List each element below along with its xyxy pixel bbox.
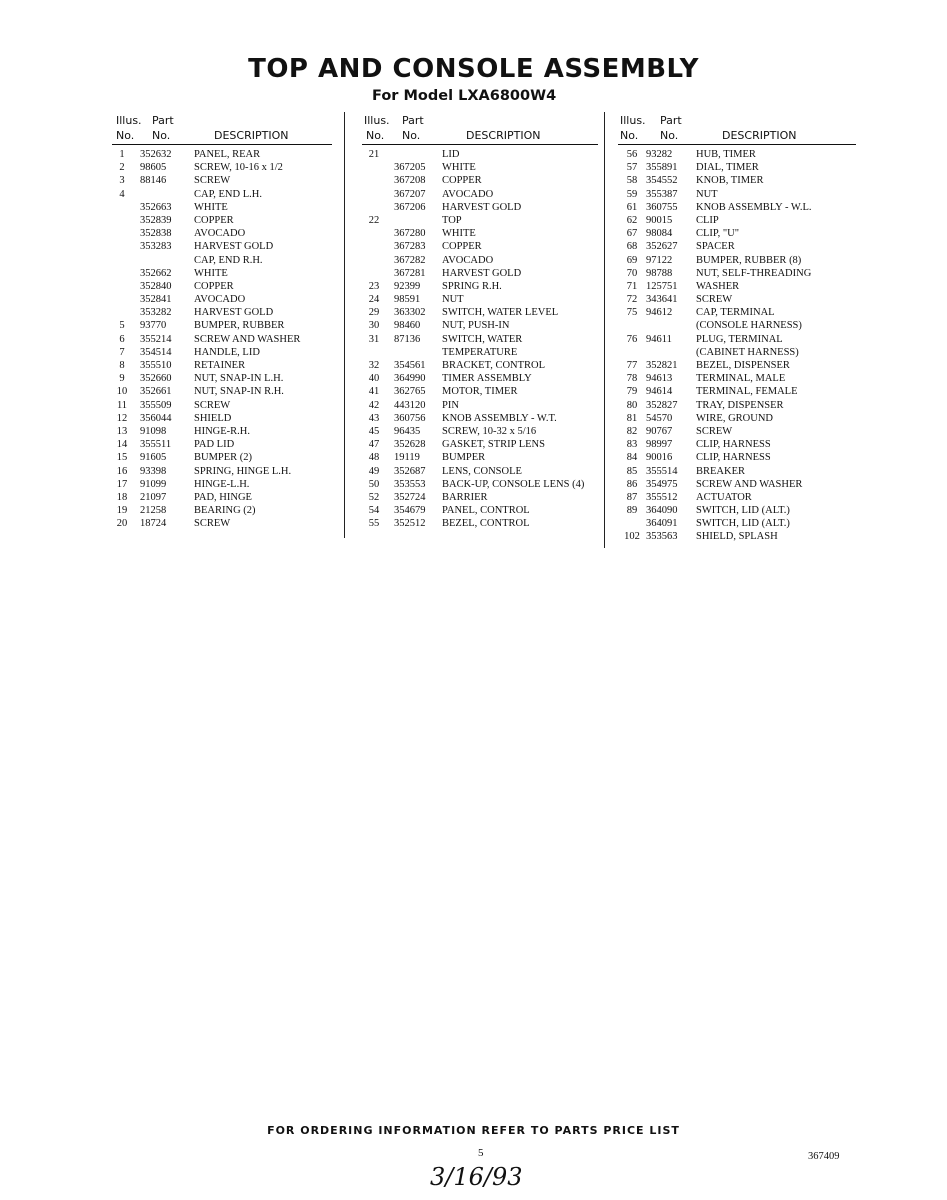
part-number: 353283 — [140, 241, 172, 253]
illus-no-header: No. — [620, 129, 639, 142]
column-divider — [344, 112, 345, 538]
illus-number: 102 — [624, 531, 640, 543]
part-number: 352840 — [140, 280, 172, 292]
part-description: WIRE, GROUND — [696, 412, 773, 424]
part-number: 354975 — [646, 478, 678, 490]
part-number: 352838 — [140, 228, 172, 240]
part-description: BEARING (2) — [194, 505, 256, 517]
model-subtitle: For Model LXA6800W4 — [372, 88, 557, 104]
illus-number: 52 — [368, 491, 380, 503]
part-number: 125751 — [646, 280, 678, 292]
part-description: HARVEST GOLD — [442, 201, 522, 213]
part-description: HINGE-R.H. — [194, 425, 250, 437]
part-description: HARVEST GOLD — [194, 241, 274, 253]
part-description: LID — [442, 149, 460, 160]
part-number: 21097 — [140, 491, 167, 503]
part-number: 98591 — [394, 294, 421, 306]
part-description: RETAINER — [194, 360, 246, 371]
illus-number: 41 — [368, 386, 380, 398]
part-description: BACK-UP, CONSOLE LENS (4) — [442, 478, 585, 490]
part-number: 93770 — [140, 320, 167, 332]
illus-number: 45 — [368, 425, 380, 437]
illus-number: 31 — [368, 333, 380, 345]
illus-number: 62 — [626, 214, 638, 226]
part-number: 352827 — [646, 399, 678, 411]
illus-number: 89 — [626, 505, 638, 517]
part-description: SCREW, 10-16 x 1/2 — [194, 162, 283, 174]
illus-number: 56 — [626, 149, 638, 160]
part-description: TRAY, DISPENSER — [696, 399, 784, 411]
part-description: COPPER — [194, 214, 234, 226]
part-description: HARVEST GOLD — [442, 267, 522, 279]
illus-number: 5 — [119, 320, 125, 332]
part-description: NUT, SNAP-IN R.H. — [194, 386, 284, 398]
part-number: 354679 — [394, 505, 426, 517]
part-description: COPPER — [194, 280, 234, 292]
part-number: 54570 — [646, 412, 673, 424]
part-description: HINGE-L.H. — [194, 478, 250, 490]
part-description: BUMPER (2) — [194, 452, 253, 464]
part-number: 91099 — [140, 478, 167, 490]
part-number: 364090 — [646, 505, 678, 517]
part-number: 356044 — [140, 412, 172, 424]
illus-number: 21 — [368, 149, 380, 160]
illus-number: 22 — [368, 214, 380, 226]
part-description: SHIELD — [194, 412, 232, 424]
part-no-header: No. — [660, 129, 679, 142]
part-description: (CONSOLE HARNESS) — [696, 320, 802, 332]
part-number: 90767 — [646, 425, 673, 437]
part-number: 353563 — [646, 531, 678, 543]
illus-number: 67 — [626, 228, 638, 240]
description-header: DESCRIPTION — [214, 129, 289, 142]
part-header-top: Part — [152, 114, 174, 127]
part-number: 91605 — [140, 452, 167, 464]
part-description: NUT, PUSH-IN — [442, 320, 510, 332]
illus-number: 3 — [119, 175, 125, 187]
part-number: 354514 — [140, 346, 172, 358]
header-divider — [112, 144, 332, 145]
part-number: 90015 — [646, 214, 673, 226]
part-description: SPRING, HINGE L.H. — [194, 465, 292, 477]
part-number: 352660 — [140, 373, 172, 385]
part-number: 364990 — [394, 373, 426, 385]
illus-number: 11 — [116, 399, 128, 411]
part-description: AVOCADO — [442, 254, 494, 266]
part-number: 352821 — [646, 360, 678, 371]
illus-number: 17 — [116, 478, 128, 490]
column-divider — [604, 112, 605, 548]
part-description: LENS, CONSOLE — [442, 465, 522, 477]
illus-number: 8 — [119, 360, 125, 371]
part-number: 18724 — [140, 518, 167, 530]
illus-number: 6 — [119, 333, 125, 345]
part-number: 352662 — [140, 267, 172, 279]
part-description: MOTOR, TIMER — [442, 386, 518, 398]
page-number: 5 — [478, 1147, 484, 1159]
header-divider — [362, 144, 598, 145]
part-description: TOP — [442, 214, 462, 226]
illus-number: 29 — [368, 307, 380, 319]
part-number: 355511 — [140, 439, 172, 451]
illus-number: 24 — [368, 294, 380, 306]
illus-number: 32 — [368, 360, 380, 371]
part-description: TIMER ASSEMBLY — [442, 373, 532, 385]
part-description: BEZEL, CONTROL — [442, 518, 530, 530]
part-description: SWITCH, LID (ALT.) — [696, 518, 790, 530]
part-description: NUT — [442, 294, 464, 306]
illus-number: 12 — [116, 412, 128, 424]
illus-number: 77 — [626, 360, 638, 371]
part-description: CAP, END L.H. — [194, 188, 262, 200]
part-no-header: No. — [152, 129, 171, 142]
illus-number: 68 — [626, 241, 638, 253]
part-number: 94614 — [646, 386, 673, 398]
part-number: 352724 — [394, 491, 426, 503]
part-description: WHITE — [442, 228, 476, 240]
part-number: 352687 — [394, 465, 426, 477]
part-number: 367208 — [394, 175, 426, 187]
illus-number: 84 — [626, 452, 638, 464]
part-description: SCREW — [696, 425, 733, 437]
part-number: 355891 — [646, 162, 678, 174]
illus-number: 71 — [626, 280, 638, 292]
part-description: CAP, TERMINAL — [696, 307, 775, 319]
part-number: 21258 — [140, 505, 167, 517]
illus-number: 75 — [626, 307, 638, 319]
illus-number: 13 — [116, 425, 128, 437]
illus-no-header: No. — [116, 129, 135, 142]
illus-number: 55 — [368, 518, 380, 530]
part-description: KNOB, TIMER — [696, 175, 764, 187]
illus-number: 57 — [626, 162, 638, 174]
part-number: 92399 — [394, 280, 421, 292]
part-description: WHITE — [194, 267, 228, 279]
part-number: 352663 — [140, 201, 172, 213]
part-description: DIAL, TIMER — [696, 162, 759, 174]
part-number: 367205 — [394, 162, 426, 174]
illus-number: 78 — [626, 373, 638, 385]
part-description: PANEL, CONTROL — [442, 505, 530, 517]
illus-number: 19 — [116, 505, 128, 517]
part-number: 88146 — [140, 175, 167, 187]
illus-number: 43 — [368, 412, 380, 424]
part-description: BRACKET, CONTROL — [442, 360, 546, 371]
part-header-top: Part — [402, 114, 424, 127]
illus-number: 79 — [626, 386, 638, 398]
part-number: 93282 — [646, 149, 673, 160]
part-number: 355510 — [140, 360, 172, 371]
document-number: 367409 — [808, 1151, 840, 1162]
illus-number: 86 — [626, 478, 638, 490]
illus-number: 87 — [626, 491, 638, 503]
part-number: 354561 — [394, 360, 426, 371]
part-number: 362765 — [394, 386, 426, 398]
illus-number: 4 — [119, 188, 125, 200]
illus-number: 70 — [626, 267, 638, 279]
part-description: CLIP, HARNESS — [696, 439, 771, 451]
part-number: 91098 — [140, 425, 167, 437]
illus-number: 85 — [626, 465, 638, 477]
part-number: 367280 — [394, 228, 426, 240]
illus-number: 82 — [626, 425, 638, 437]
part-description: CLIP — [696, 214, 719, 226]
part-number: 352512 — [394, 518, 426, 530]
part-description: SCREW — [194, 518, 231, 530]
illus-number: 18 — [116, 491, 128, 503]
illus-number: 54 — [368, 505, 380, 517]
illus-header-top: Illus. — [620, 114, 646, 127]
part-number: 367207 — [394, 188, 426, 200]
part-number: 352839 — [140, 214, 172, 226]
part-number: 343641 — [646, 294, 678, 306]
part-description: WHITE — [442, 162, 476, 174]
part-description: SCREW AND WASHER — [696, 478, 803, 490]
illus-number: 15 — [116, 452, 128, 464]
part-number: 364091 — [646, 518, 678, 530]
illus-number: 50 — [368, 478, 380, 490]
part-number: 355512 — [646, 491, 678, 503]
illus-header-top: Illus. — [364, 114, 390, 127]
illus-number: 2 — [119, 162, 125, 174]
part-description: HUB, TIMER — [696, 149, 756, 160]
part-description: PAD LID — [194, 439, 235, 451]
part-number: 355214 — [140, 333, 172, 345]
ordering-note: FOR ORDERING INFORMATION REFER TO PARTS PRICE LIST — [267, 1124, 680, 1137]
part-description: SPACER — [696, 241, 735, 253]
illus-number: 42 — [368, 399, 380, 411]
handwritten-date: 3/16/93 — [430, 1163, 523, 1191]
illus-number: 7 — [119, 346, 125, 358]
part-description: BUMPER — [442, 452, 486, 464]
part-number: 367283 — [394, 241, 426, 253]
illus-number: 47 — [368, 439, 380, 451]
part-description: (CABINET HARNESS) — [696, 346, 799, 358]
illus-number: 16 — [116, 465, 128, 477]
illus-number: 83 — [626, 439, 638, 451]
part-number: 367282 — [394, 254, 426, 266]
part-number: 360756 — [394, 412, 426, 424]
illus-number: 76 — [626, 333, 638, 345]
part-description: PIN — [442, 399, 459, 411]
part-number: 87136 — [394, 333, 421, 345]
illus-number: 59 — [626, 188, 638, 200]
part-number: 353553 — [394, 478, 426, 490]
part-description: SPRING R.H. — [442, 280, 502, 292]
part-number: 367281 — [394, 267, 426, 279]
part-description: AVOCADO — [442, 188, 494, 200]
part-number: 19119 — [394, 452, 420, 464]
part-description: NUT, SNAP-IN L.H. — [194, 373, 284, 385]
part-number: 96435 — [394, 425, 421, 437]
part-description: SCREW AND WASHER — [194, 333, 301, 345]
part-number: 352627 — [646, 241, 678, 253]
illus-number: 58 — [626, 175, 638, 187]
part-number: 355509 — [140, 399, 172, 411]
part-description: BUMPER, RUBBER (8) — [696, 254, 802, 266]
illus-number: 49 — [368, 465, 380, 477]
part-description: SHIELD, SPLASH — [696, 531, 778, 543]
part-number: 353282 — [140, 307, 172, 319]
part-number: 98605 — [140, 162, 167, 174]
part-number: 352841 — [140, 294, 172, 306]
illus-number: 1 — [119, 149, 125, 160]
part-description: SCREW — [194, 175, 231, 187]
header-divider — [618, 144, 856, 145]
illus-number: 20 — [116, 518, 128, 530]
page-title: TOP AND CONSOLE ASSEMBLY — [248, 54, 699, 84]
part-description: SWITCH, WATER — [442, 333, 523, 345]
part-description: COPPER — [442, 175, 482, 187]
part-number: 97122 — [646, 254, 673, 266]
part-description: BEZEL, DISPENSER — [696, 360, 790, 371]
part-description: BUMPER, RUBBER — [194, 320, 285, 332]
part-description: BARRIER — [442, 491, 488, 503]
part-description: SWITCH, WATER LEVEL — [442, 307, 559, 319]
part-description: BREAKER — [696, 465, 746, 477]
part-description: NUT, SELF-THREADING — [696, 267, 812, 279]
part-number: 98788 — [646, 267, 673, 279]
illus-number: 72 — [626, 294, 638, 306]
illus-number: 9 — [119, 373, 125, 385]
part-number: 352632 — [140, 149, 172, 160]
part-description: COPPER — [442, 241, 482, 253]
part-number: 360755 — [646, 201, 678, 213]
part-description: TEMPERATURE — [442, 346, 518, 358]
part-description: SCREW — [696, 294, 733, 306]
part-description: HANDLE, LID — [194, 346, 260, 358]
part-description: SWITCH, LID (ALT.) — [696, 505, 790, 517]
part-number: 98084 — [646, 228, 673, 240]
part-number: 354552 — [646, 175, 678, 187]
part-description: PAD, HINGE — [194, 491, 252, 503]
part-description: ACTUATOR — [696, 491, 752, 503]
part-description: PANEL, REAR — [194, 149, 261, 160]
part-description: PLUG, TERMINAL — [696, 333, 783, 345]
illus-number: 23 — [368, 280, 380, 292]
part-description: NUT — [696, 188, 718, 200]
illus-number: 30 — [368, 320, 380, 332]
part-number: 352628 — [394, 439, 426, 451]
part-number: 352661 — [140, 386, 172, 398]
illus-number: 69 — [626, 254, 638, 266]
part-description: HARVEST GOLD — [194, 307, 274, 319]
illus-number: 61 — [626, 201, 638, 213]
part-header-top: Part — [660, 114, 682, 127]
illus-no-header: No. — [366, 129, 385, 142]
part-number: 94612 — [646, 307, 673, 319]
description-header: DESCRIPTION — [722, 129, 797, 142]
part-description: KNOB ASSEMBLY - W.T. — [442, 412, 557, 424]
part-description: CLIP, "U" — [696, 228, 739, 240]
part-description: CLIP, HARNESS — [696, 452, 771, 464]
part-description: WASHER — [696, 280, 740, 292]
part-no-header: No. — [402, 129, 421, 142]
part-description: AVOCADO — [194, 228, 246, 240]
illus-header-top: Illus. — [116, 114, 142, 127]
illus-number: 40 — [368, 373, 380, 385]
illus-number: 10 — [116, 386, 128, 398]
part-number: 443120 — [394, 399, 426, 411]
part-number: 98460 — [394, 320, 421, 332]
part-description: KNOB ASSEMBLY - W.L. — [696, 201, 812, 213]
part-description: GASKET, STRIP LENS — [442, 439, 545, 451]
part-description: WHITE — [194, 201, 228, 213]
part-number: 355514 — [646, 465, 678, 477]
part-number: 355387 — [646, 188, 678, 200]
description-header: DESCRIPTION — [466, 129, 541, 142]
illus-number: 81 — [626, 412, 638, 424]
illus-number: 80 — [626, 399, 638, 411]
part-description: SCREW — [194, 399, 231, 411]
part-number: 93398 — [140, 465, 167, 477]
part-description: TERMINAL, FEMALE — [696, 386, 798, 398]
illus-number: 48 — [368, 452, 380, 464]
part-description: TERMINAL, MALE — [696, 373, 786, 385]
part-number: 94613 — [646, 373, 673, 385]
part-description: SCREW, 10-32 x 5/16 — [442, 425, 537, 437]
part-description: AVOCADO — [194, 294, 246, 306]
part-number: 98997 — [646, 439, 673, 451]
illus-number: 14 — [116, 439, 128, 451]
part-description: CAP, END R.H. — [194, 254, 263, 266]
part-number: 367206 — [394, 201, 426, 213]
part-number: 90016 — [646, 452, 673, 464]
part-number: 363302 — [394, 307, 426, 319]
part-number: 94611 — [646, 333, 672, 345]
